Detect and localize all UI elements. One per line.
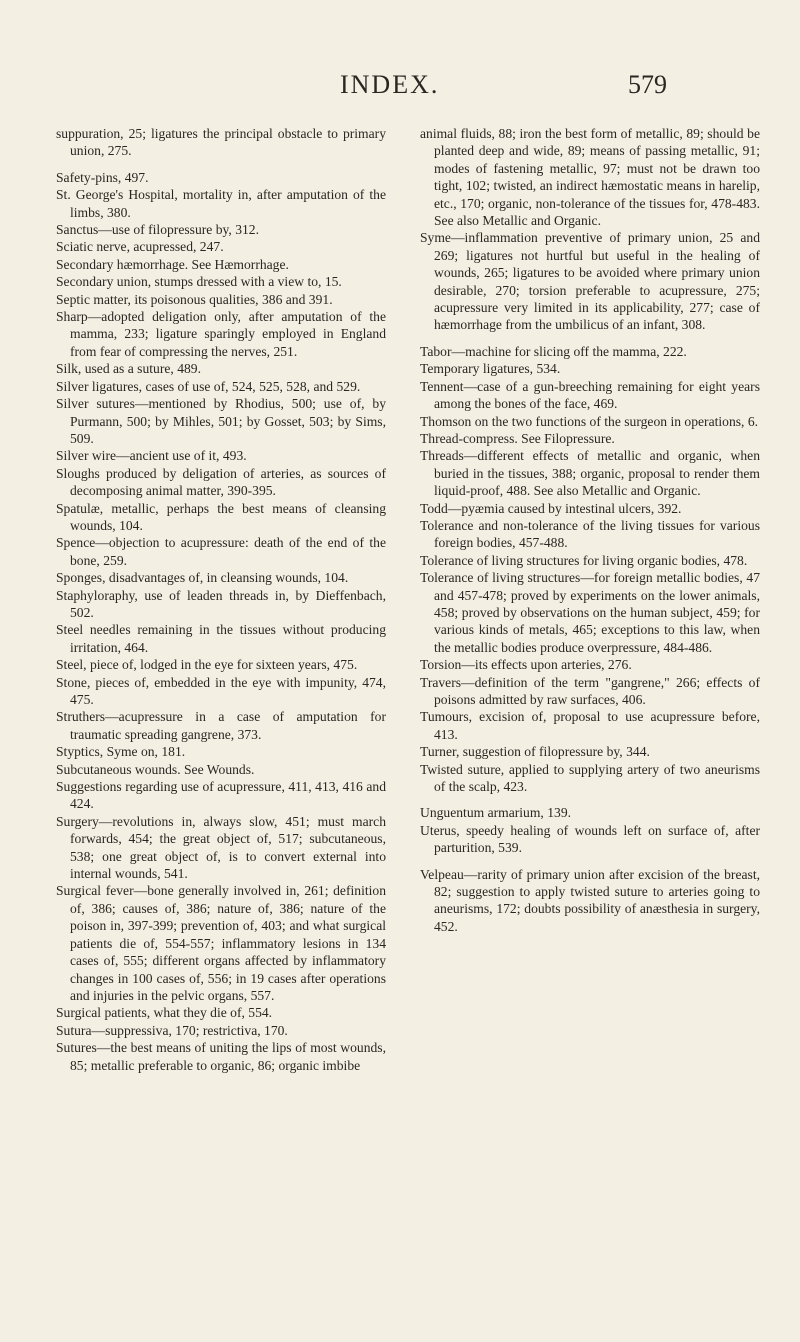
index-entry: Tumours, excision of, proposal to use acupressure before, 413. xyxy=(420,709,760,742)
index-entry: Sharp—adopted deligation only, after amputation of the mamma, 233; ligature sparingly employed in England from fear of compressing the nerves, 251. xyxy=(56,309,386,359)
index-entry: Silver sutures—mentioned by Rhodius, 500; use of, by Purmann, 500; by Mihles, 501; by Gosset, 503; by Sims, 509. xyxy=(56,396,386,446)
index-entry: Struthers—acupressure in a case of amputation for traumatic spreading gangrene, 373. xyxy=(56,709,386,742)
index-entry: Syme—inflammation preventive of primary union, 25 and 269; ligatures not hurtful but useful in the healing of wounds, 265; ligatures to be avoided where primary union desirable, 270; torsion preferable to acupressure, 275; acupressure very limited in its applicability, 277; case of hæmorrhage from the umbilicus of an infant, 308. xyxy=(420,230,760,333)
index-entry: suppuration, 25; ligatures the principal obstacle to primary union, 275. xyxy=(56,126,386,159)
index-entry: Secondary union, stumps dressed with a view to, 15. xyxy=(56,274,342,290)
index-entry: Surgery—revolutions in, always slow, 451; must march forwards, 454; the great object of, 517; subcutaneous, 538; one great object of, is to convert external into internal wounds, 541. xyxy=(56,813,386,882)
index-entry: Styptics, Syme on, 181. xyxy=(56,744,186,760)
index-entry: Tennent—case of a gun-breeching remaining for eight years among the bones of the face, 469. xyxy=(420,378,760,412)
index-entry: Tolerance of living structures—for foreign metallic bodies, 47 and 457-478; proved by experiments on the lower animals, 458; proved by observations on the human subject, 459; for various kinds of metals, 465; exceptions to this law, when the metallic bodies produce overpressure, 484-486. xyxy=(420,570,760,655)
index-entry: St. George's Hospital, mortality in, after amputation of the limbs, 380. xyxy=(56,187,386,220)
page-number: 579 xyxy=(628,70,667,99)
index-entry: Torsion—its effects upon arteries, 276. xyxy=(420,657,632,673)
index-entry: Staphyloraphy, use of leaden threads in, by Dieffenbach, 502. xyxy=(56,587,386,620)
index-entry: Sciatic nerve, acupressed, 247. xyxy=(56,239,224,255)
index-entry: Steel, piece of, lodged in the eye for sixteen years, 475. xyxy=(56,657,358,673)
left-column xyxy=(56,125,386,1074)
index-entry: Surgical patients, what they die of, 554. xyxy=(56,1005,273,1021)
page-header xyxy=(0,70,800,110)
index-entry: Tolerance and non-tolerance of the living tissues for various foreign bodies, 457-488. xyxy=(420,517,760,551)
index-entry: Surgical fever—bone generally involved in, 261; definition of, 386; causes of, 386; nature of, 386; nature of the poison in, 397-399; prevention of, 403; and what surgical patients die of, 554-557; inflammatory lesions in 134 cases of, 555; different organs affected by inflammatory changes in 100 cases of, 556; in 19 cases after operations and injuries in the pelvic organs, 557. xyxy=(56,883,386,1003)
index-entry: Suggestions regarding use of acupressure, 411, 413, 416 and 424. xyxy=(56,779,386,812)
index-entry: Thread-compress. See Filopressure. xyxy=(420,430,615,446)
index-entry: Threads—different effects of metallic and organic, when buried in the tissues, 388; organic, proposal to render them liquid-proof, 488. See also Metallic and Organic. xyxy=(420,448,760,499)
index-entry: Spatulæ, metallic, perhaps the best means of cleansing wounds, 104. xyxy=(56,500,386,533)
index-entry: Travers—definition of the term "gangrene," 266; effects of poisons admitted by raw surfaces, 406. xyxy=(420,674,760,707)
index-entry: Subcutaneous wounds. See Wounds. xyxy=(56,761,255,777)
index-entry: animal fluids, 88; iron the best form of metallic, 89; should be planted deep and wide, 89; means of passing metallic, 91; modes of fastening metallic, 97; must not be drawn too tight, 102; twisted, an indirect hæmostatic means in harelip, etc., 170; organic, non-tolerance of the tissues for, 478-483. See also Metallic and Organic. xyxy=(420,126,760,229)
index-entry: Steel needles remaining in the tissues without producing irritation, 464. xyxy=(56,622,386,655)
index-entry: Uterus, speedy healing of wounds left on surface of, after parturition, 539. xyxy=(420,822,760,856)
index-entry: Silver ligatures, cases of use of, 524, 525, 528, and 529. xyxy=(56,378,361,394)
index-entry: Unguentum armarium, 139. xyxy=(420,805,572,821)
index-entry: Septic matter, its poisonous qualities, 386 and 391. xyxy=(56,291,333,307)
index-entry: Velpeau—rarity of primary union after excision of the breast, 82; suggestion to apply twisted suture to arteries going to aneurisms, 172; doubts possibility of anæsthesia in surgery, 452. xyxy=(420,866,760,934)
index-entry: Sloughs produced by deligation of arteries, as sources of decomposing animal matter, 390-395. xyxy=(56,465,386,499)
index-entry: Tolerance of living structures for living organic bodies, 478. xyxy=(420,552,748,568)
index-entry: Sutura—suppressiva, 170; restrictiva, 170. xyxy=(56,1022,288,1038)
index-entry: Turner, suggestion of filopressure by, 344. xyxy=(420,744,650,760)
index-entry: Temporary ligatures, 534. xyxy=(420,361,561,377)
index-entry: Silver wire—ancient use of it, 493. xyxy=(56,448,247,464)
right-column xyxy=(420,125,760,935)
index-entry: Sutures—the best means of uniting the lips of most wounds, 85; metallic preferable to organic, 86; organic imbibe xyxy=(56,1040,386,1073)
index-entry: Spence—objection to acupressure: death of the end of the bone, 259. xyxy=(56,535,386,568)
index-entry: Sanctus—use of filopressure by, 312. xyxy=(56,222,259,238)
index-entry: Thomson on the two functions of the surgeon in operations, 6. xyxy=(420,413,759,429)
running-title: INDEX. xyxy=(340,70,440,99)
index-entry: Secondary hæmorrhage. See Hæmorrhage. xyxy=(56,256,289,272)
index-entry: Sponges, disadvantages of, in cleansing wounds, 104. xyxy=(56,570,349,586)
index-entry: Silk, used as a suture, 489. xyxy=(56,361,201,377)
index-entry: Safety-pins, 497. xyxy=(56,169,149,185)
index-entry: Todd—pyæmia caused by intestinal ulcers, 392. xyxy=(420,500,682,516)
index-entry: Twisted suture, applied to supplying artery of two aneurisms of the scalp, 423. xyxy=(420,761,760,795)
index-entry: Tabor—machine for slicing off the mamma, 222. xyxy=(420,343,687,359)
index-entry: Stone, pieces of, embedded in the eye with impunity, 474, 475. xyxy=(56,674,386,707)
